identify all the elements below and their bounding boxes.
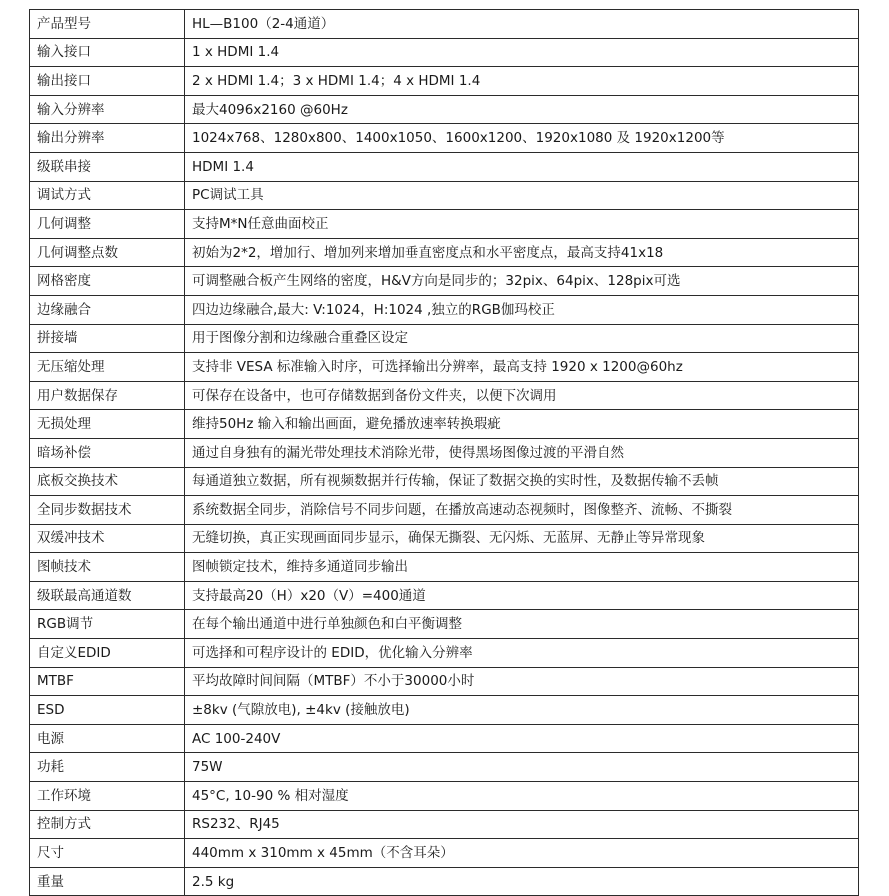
spec-label: 网格密度 — [30, 267, 185, 296]
spec-value: 45°C, 10-90 % 相对湿度 — [185, 782, 859, 811]
table-row — [30, 524, 859, 553]
spec-label: 双缓冲技术 — [30, 524, 185, 553]
spec-value: 可调整融合板产生网络的密度，H&V方向是同步的；32pix、64pix、128pix可选 — [185, 267, 859, 296]
spec-label: 尺寸 — [30, 839, 185, 868]
table-row — [30, 496, 859, 525]
spec-table — [29, 9, 859, 896]
table-row — [30, 381, 859, 410]
spec-label: 功耗 — [30, 753, 185, 782]
table-row — [30, 181, 859, 210]
spec-label: RGB调节 — [30, 610, 185, 639]
spec-value: 平均故障时间间隔（MTBF）不小于30000小时 — [185, 667, 859, 696]
spec-label: 级联串接 — [30, 152, 185, 181]
table-row — [30, 553, 859, 582]
spec-label: 工作环境 — [30, 782, 185, 811]
table-row — [30, 38, 859, 67]
spec-label: 用户数据保存 — [30, 381, 185, 410]
table-row — [30, 438, 859, 467]
table-row — [30, 124, 859, 153]
spec-value: HL—B100（2-4通道） — [185, 10, 859, 39]
spec-label: 无压缩处理 — [30, 353, 185, 382]
spec-value: 四边边缘融合,最大: V:1024，H:1024 ,独立的RGB伽玛校正 — [185, 295, 859, 324]
spec-label: 级联最高通道数 — [30, 581, 185, 610]
spec-value: 支持最高20（H）x20（V）=400通道 — [185, 581, 859, 610]
spec-label: ESD — [30, 696, 185, 725]
table-row — [30, 353, 859, 382]
table-row — [30, 581, 859, 610]
table-row — [30, 467, 859, 496]
spec-label: 边缘融合 — [30, 295, 185, 324]
table-row — [30, 410, 859, 439]
table-row — [30, 295, 859, 324]
spec-label: 输出分辨率 — [30, 124, 185, 153]
spec-value: 75W — [185, 753, 859, 782]
spec-label: 输入分辨率 — [30, 95, 185, 124]
table-row — [30, 753, 859, 782]
table-row — [30, 782, 859, 811]
spec-value: 初始为2*2，增加行、增加列来增加垂直密度点和水平密度点，最高支持41x18 — [185, 238, 859, 267]
spec-label: 控制方式 — [30, 810, 185, 839]
spec-label: 全同步数据技术 — [30, 496, 185, 525]
spec-label: 调试方式 — [30, 181, 185, 210]
table-row — [30, 267, 859, 296]
spec-label: 图帧技术 — [30, 553, 185, 582]
spec-value: 支持非 VESA 标准输入时序，可选择输出分辨率，最高支持 1920 x 1200@60hz — [185, 353, 859, 382]
spec-value: 最大4096x2160 @60Hz — [185, 95, 859, 124]
spec-value: PC调试工具 — [185, 181, 859, 210]
spec-label: 无损处理 — [30, 410, 185, 439]
spec-value: 440mm x 310mm x 45mm（不含耳朵） — [185, 839, 859, 868]
table-row — [30, 238, 859, 267]
spec-value: 每通道独立数据，所有视频数据并行传输，保证了数据交换的实时性，及数据传输不丢帧 — [185, 467, 859, 496]
table-row — [30, 152, 859, 181]
table-row — [30, 867, 859, 896]
spec-value: HDMI 1.4 — [185, 152, 859, 181]
spec-label: 拼接墙 — [30, 324, 185, 353]
spec-label: 输出接口 — [30, 67, 185, 96]
spec-value: 系统数据全同步，消除信号不同步问题，在播放高速动态视频时，图像整齐、流畅、不撕裂 — [185, 496, 859, 525]
spec-label: 产品型号 — [30, 10, 185, 39]
spec-value: RS232、RJ45 — [185, 810, 859, 839]
table-row — [30, 67, 859, 96]
spec-label: 重量 — [30, 867, 185, 896]
table-row — [30, 724, 859, 753]
table-row — [30, 610, 859, 639]
table-row — [30, 10, 859, 39]
spec-value: 通过自身独有的漏光带处理技术消除光带，使得黑场图像过渡的平滑自然 — [185, 438, 859, 467]
table-row — [30, 667, 859, 696]
table-row — [30, 95, 859, 124]
spec-value: 在每个输出通道中进行单独颜色和白平衡调整 — [185, 610, 859, 639]
spec-label: 自定义EDID — [30, 639, 185, 668]
spec-value: ±8kv (气隙放电), ±4kv (接触放电) — [185, 696, 859, 725]
spec-value: 1024x768、1280x800、1400x1050、1600x1200、1920x1080 及 1920x1200等 — [185, 124, 859, 153]
table-row — [30, 696, 859, 725]
table-row — [30, 810, 859, 839]
spec-value: AC 100-240V — [185, 724, 859, 753]
spec-value: 可保存在设备中，也可存储数据到备份文件夹，以便下次调用 — [185, 381, 859, 410]
spec-value: 1 x HDMI 1.4 — [185, 38, 859, 67]
spec-value: 2 x HDMI 1.4；3 x HDMI 1.4；4 x HDMI 1.4 — [185, 67, 859, 96]
spec-value: 2.5 kg — [185, 867, 859, 896]
spec-label: 几何调整 — [30, 210, 185, 239]
table-row — [30, 210, 859, 239]
spec-label: 暗场补偿 — [30, 438, 185, 467]
spec-value: 图帧锁定技术，维持多通道同步输出 — [185, 553, 859, 582]
spec-value: 可选择和可程序设计的 EDID，优化输入分辨率 — [185, 639, 859, 668]
spec-table-body — [30, 10, 859, 896]
spec-label: MTBF — [30, 667, 185, 696]
spec-label: 电源 — [30, 724, 185, 753]
spec-value: 支持M*N任意曲面校正 — [185, 210, 859, 239]
spec-value: 无缝切换，真正实现画面同步显示，确保无撕裂、无闪烁、无蓝屏、无静止等异常现象 — [185, 524, 859, 553]
table-row — [30, 324, 859, 353]
table-row — [30, 639, 859, 668]
spec-label: 输入接口 — [30, 38, 185, 67]
spec-value: 用于图像分割和边缘融合重叠区设定 — [185, 324, 859, 353]
spec-value: 维持50Hz 输入和输出画面，避免播放速率转换瑕疵 — [185, 410, 859, 439]
table-row — [30, 839, 859, 868]
spec-label: 几何调整点数 — [30, 238, 185, 267]
spec-label: 底板交换技术 — [30, 467, 185, 496]
